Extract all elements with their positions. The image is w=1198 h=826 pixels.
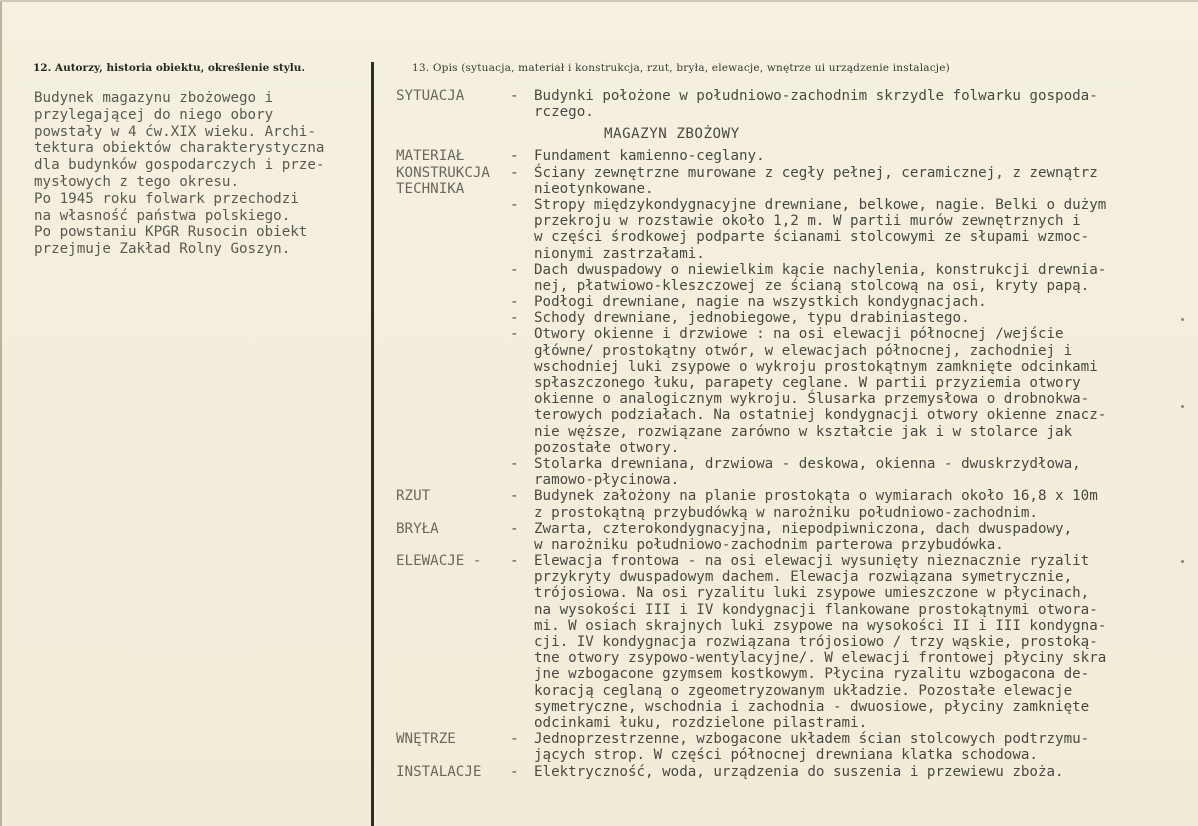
field-text: nionymi zastrzałami. <box>534 245 705 262</box>
history-line: mysłowych z tego okresu. <box>34 173 239 190</box>
history-line: przejmuje Zakład Rolny Goszyn. <box>34 241 291 258</box>
field-text: w części środkowej podparte ścianami stolcowymi ze słupami wzmoc- <box>534 229 1090 246</box>
list-dash: - <box>510 520 519 537</box>
description-row <box>396 88 1196 104</box>
description-row <box>396 326 1196 342</box>
description-row <box>396 569 1196 585</box>
field-label: MATERIAŁ <box>396 148 465 165</box>
description-row <box>396 375 1196 391</box>
field-text: tne otwory zsypowo-wentylacyjne/. W elewacji frontowej płyciny skra <box>534 650 1107 667</box>
field-text: trójosiowa. Na osi ryzalitu luki zsypowe umieszczone w płycinach, <box>534 585 1090 602</box>
field-text: Zwarta, czterokondygnacyjna, niepodpiwniczona, dach dwuspadowy, <box>534 520 1073 537</box>
description-row <box>396 650 1196 666</box>
description-row <box>396 343 1196 359</box>
history-line: Budynek magazynu zbożowego i <box>34 90 274 106</box>
description-row <box>396 521 1196 537</box>
field-text: Ściany zewnętrzne murowane z cegły pełnej, ceramicznej, z zewnątrz <box>534 164 1098 181</box>
field-text: nej, płatwiowo-kleszczowej ze ścianą stolcową na osi, kryty papą. <box>534 277 1090 294</box>
field-text: spłaszczonego łuku, parapety ceglane. W partii przyziemia otwory <box>534 375 1081 391</box>
field-text: rczego. <box>534 104 594 121</box>
field-text: okienne o analogicznym wykroju. Ślusarka przemysłowa o drobnokwa- <box>534 391 1090 408</box>
description-row <box>396 764 1196 780</box>
field-label: SYTUACJA <box>396 88 465 104</box>
description-row <box>396 229 1196 245</box>
list-dash: - <box>510 731 519 748</box>
list-dash: - <box>510 763 519 780</box>
field-label: TECHNIKA <box>396 180 465 197</box>
list-dash: - <box>510 553 519 570</box>
history-line: tektura obiektów charakterystyczna <box>34 140 325 157</box>
history-line: Po 1945 roku folwark przechodzi <box>34 190 299 207</box>
description-row <box>396 602 1196 618</box>
description-row <box>396 310 1196 326</box>
description-row <box>396 440 1196 456</box>
sheet-left-edge <box>0 0 2 826</box>
description-row <box>396 488 1196 504</box>
description-row <box>396 391 1196 407</box>
list-dash: - <box>510 488 519 505</box>
field-text: z prostokątną przybudówką w narożniku południowo-zachodnim. <box>534 504 1038 521</box>
description-row <box>396 294 1196 310</box>
description-row <box>396 715 1196 731</box>
description-text <box>396 88 1196 780</box>
history-text <box>34 90 370 258</box>
description-row <box>396 424 1196 440</box>
field-text: Elektryczność, woda, urządzenia do suszenia i przewiewu zboża. <box>534 763 1064 780</box>
list-dash: - <box>510 148 519 165</box>
list-dash: - <box>510 164 519 181</box>
list-dash: - <box>510 326 519 343</box>
list-dash: - <box>510 196 519 213</box>
description-row <box>396 618 1196 634</box>
description-row <box>396 278 1196 294</box>
field-text: jne wzbogacone gzymsem kostkowym. Płycina ryzalitu wzbogacona de- <box>534 666 1090 683</box>
description-row <box>396 634 1196 650</box>
field-text: ramowo-płycinowa. <box>534 472 680 489</box>
field-text: terowych podziałach. Na ostatniej kondygnacji otwory okienne znacz- <box>534 407 1107 424</box>
field-text: na wysokości III i IV kondygnacji flankowane prostokątnymi otwora- <box>534 601 1098 618</box>
field-label: KONSTRUKCJA <box>396 164 490 181</box>
field-text: w narożniku południowo-zachodnim parterowa przybudówka. <box>534 536 1004 553</box>
field-label: ELEWACJE - <box>396 553 482 570</box>
history-line: dla budynków gospodarczych i prze- <box>34 157 325 174</box>
field-text: Budynek założony na planie prostokąta o wymiarach około 16,8 x 10m <box>534 488 1098 505</box>
field-label: RZUT <box>396 488 431 505</box>
description-row <box>396 537 1196 553</box>
scan-speck <box>1181 318 1184 321</box>
field-text: Dach dwuspadowy o niewielkim kącie nachylenia, konstrukcji drewnia- <box>534 261 1107 278</box>
field-text: wschodniej luki zsypowe o wykroju prostokątnym zamknięte odcinkami <box>534 358 1098 375</box>
history-line: Po powstaniu KPGR Rusocin obiekt <box>34 224 308 241</box>
history-line: powstały w 4 ćw.XIX wieku. Archi- <box>34 123 316 140</box>
description-row <box>396 456 1196 472</box>
field-text: nie węższe, rozwiązane zarówno w kształcie jak i w stolarce jak <box>534 423 1073 440</box>
description-row <box>396 472 1196 488</box>
field-text: cji. IV kondygnacja rozwiązana trójosiowo / trzy wąskie, prostoką- <box>534 634 1098 650</box>
sheet-top-edge <box>0 0 1198 2</box>
field-text: Budynki położone w południowo-zachodnim skrzydle folwarku gospoda- <box>534 88 1098 104</box>
description-row <box>396 359 1196 375</box>
list-dash: - <box>510 455 519 472</box>
field-text: Stolarka drewniana, drzwiowa - deskowa, okienna - dwuskrzydłowa, <box>534 455 1081 472</box>
column-divider <box>371 62 374 826</box>
field-text: jących strop. W części północnej drewniana klatka schodowa. <box>534 747 1038 764</box>
history-line: przylegającej do niego obory <box>34 106 274 123</box>
description-row <box>396 197 1196 213</box>
scan-speck <box>1181 560 1184 563</box>
field-label: BRYŁA <box>396 520 439 537</box>
description-row <box>396 165 1196 181</box>
field-text: Otwory okienne i drzwiowe : na osi elewacji północnej /wejście <box>534 326 1064 343</box>
field-text: symetryczne, wschodnia i zachodnia - dwuosiowe, płyciny zamknięte <box>534 698 1090 715</box>
field-text: przykryty dwuspadowym dachem. Elewacja rozwiązana symetrycznie, <box>534 569 1073 586</box>
description-row <box>396 213 1196 229</box>
field-text: Stropy międzykondygnacyjne drewniane, belkowe, nagie. Belki o dużym <box>534 196 1107 213</box>
description-row <box>396 262 1196 278</box>
description-row <box>396 181 1196 197</box>
subsection-title: MAGAZYN ZBOŻOWY <box>604 126 740 143</box>
field-text: przekroju w rozstawie około 1,2 m. W partii murów zewnętrznych i <box>534 213 1081 230</box>
description-row <box>396 104 1196 120</box>
field-text: Elewacja frontowa - na osi elewacji wysunięty nieznacznie ryzalit <box>534 553 1090 570</box>
field-label: WNĘTRZE <box>396 731 456 748</box>
scan-speck <box>1181 405 1184 408</box>
description-row <box>396 407 1196 423</box>
description-row <box>396 148 1196 164</box>
field-text: nieotynkowane. <box>534 180 654 197</box>
field-text: Schody drewniane, jednobiegowe, typu drabiniastego. <box>534 310 970 327</box>
list-dash: - <box>510 261 519 278</box>
field-text: Podłogi drewniane, nagie na wszystkich kondygnacjach. <box>534 294 987 311</box>
history-line: na własność państwa polskiego. <box>34 207 291 224</box>
field-text: główne/ prostokątny otwór, w elewacjach północnej, zachodniej i <box>534 342 1073 359</box>
field-label: INSTALACJE <box>396 763 482 780</box>
description-row <box>396 699 1196 715</box>
field-text: koracją ceglaną o zgeometryzowanym układzie. Pozostałe elewacje <box>534 682 1073 699</box>
description-row <box>396 747 1196 763</box>
list-dash: - <box>510 310 519 327</box>
list-dash: - <box>510 294 519 311</box>
list-dash: - <box>510 88 519 104</box>
section-13-header: 13. Opis (sytuacja, materiał i konstrukcja, rzut, bryła, elewacje, wnętrze ui urządzenie instalacje) <box>412 62 950 74</box>
description-row <box>396 553 1196 569</box>
description-row <box>396 505 1196 521</box>
field-text: Jednoprzestrzenne, wzbogacone układem ścian stolcowych podtrzymu- <box>534 731 1090 748</box>
section-12-header: 12. Autorzy, historia obiektu, określenie stylu. <box>33 62 306 74</box>
description-row <box>396 683 1196 699</box>
field-text: Fundament kamienno-ceglany. <box>534 148 765 165</box>
field-text: odcinkami łuku, rozdzielone pilastrami. <box>534 714 868 731</box>
description-row <box>396 120 1196 148</box>
description-row <box>396 585 1196 601</box>
description-row <box>396 731 1196 747</box>
field-text: mi. W osiach skrajnych luki zsypowe na wysokości II i III kondygna- <box>534 617 1107 634</box>
description-row <box>396 246 1196 262</box>
field-text: pozostałe otwory. <box>534 439 680 456</box>
description-row <box>396 666 1196 682</box>
